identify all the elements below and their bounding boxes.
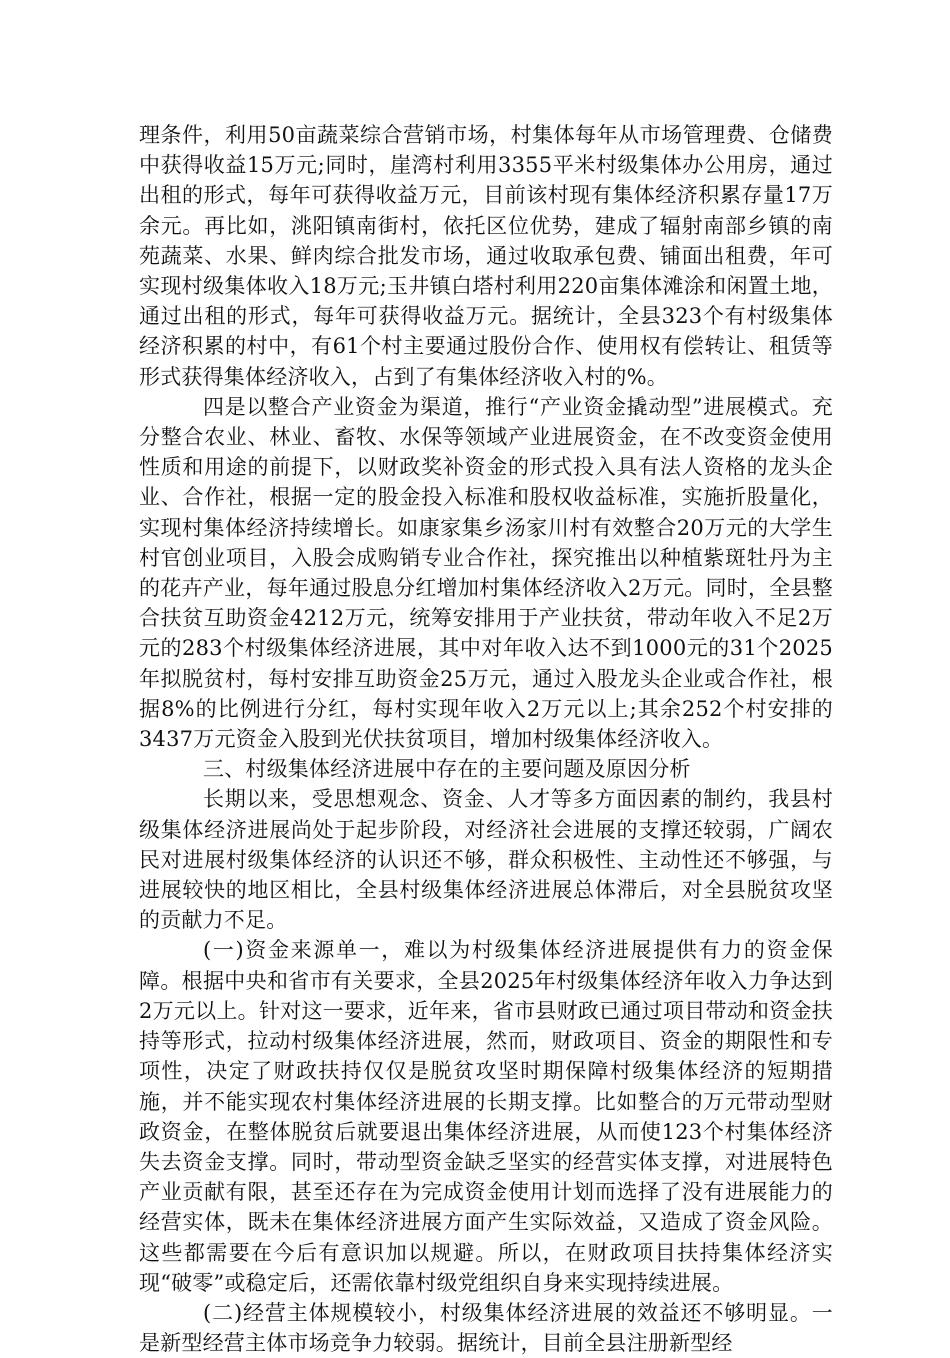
- document-body: [139, 120, 833, 1358]
- paragraph-3: 长期以来，受思想观念、资金、人才等多方面因素的制约，我县村级集体经济进展尚处于起步阶段，对经济社会进展的支撑还较弱，广阔农民对进展村级集体经济的认识还不够，群众积极性、主动性还不够强，与进展较快的地区相比，全县村级集体经济进展总体滞后，对全县脱贫攻坚的贡献力不足。: [139, 787, 833, 933]
- paragraph-5: (二)经营主体规模较小，村级集体经济进展的效益还不够明显。一是新型经营主体市场竞争力较弱。据统计，目前全县注册新型经: [139, 1300, 833, 1356]
- paragraph-1: 理条件，利用50亩蔬菜综合营销市场，村集体每年从市场管理费、仓储费中获得收益15万元;同时，崖湾村利用3355平米村级集体办公用房，通过出租的形式，每年可获得收益万元，目前该村现有集体经济积累存量17万余元。再比如，洮阳镇南街村，依托区位优势，建成了辐射南部乡镇的南苑蔬菜、水果、鲜肉综合批发市场，通过收取承包费、铺面出租费，年可实现村级集体收入18万元;玉井镇白塔村利用220亩集体滩涂和闲置土地，通过出租的形式，每年可获得收益万元。据统计，全县323个有村级集体经济积累的村中，有61个村主要通过股份合作、使用权有偿转让、租赁等形式获得集体经济收入，占到了有集体经济收入村的%。: [139, 123, 833, 389]
- section-heading: 三、村级集体经济进展中存在的主要问题及原因分析: [203, 757, 691, 782]
- paragraph-2: 四是以整合产业资金为渠道，推行“产业资金撬动型”进展模式。充分整合农业、林业、畜牧、水保等领域产业进展资金，在不改变资金使用性质和用途的前提下，以财政奖补资金的形式投入具有法人资格的龙头企业、合作社，根据一定的股金投入标准和股权收益标准，实施折股量化，实现村集体经济持续增长。如康家集乡汤家川村有效整合20万元的大学生村官创业项目，入股会成购销专业合作社，探究推出以种植紫斑牡丹为主的花卉产业，每年通过股息分红增加村集体经济收入2万元。同时，全县整合扶贫互助资金4212万元，统筹安排用于产业扶贫，带动年收入不足2万元的283个村级集体经济进展，其中对年收入达不到1000元的31个2025年拟脱贫村，每村安排互助资金25万元，通过入股龙头企业或合作社，根据8%的比例进行分红，每村实现年收入2万元以上;其余252个村安排的3437万元资金入股到光伏扶贫项目，增加村级集体经济收入。: [139, 394, 833, 752]
- paragraph-4: (一)资金来源单一，难以为村级集体经济进展提供有力的资金保障。根据中央和省市有关要求，全县2025年村级集体经济年收入力争达到2万元以上。针对这一要求，近年来，省市县财政已通过项目带动和资金扶持等形式，拉动村级集体经济进展，然而，财政项目、资金的期限性和专项性，决定了财政扶持仅仅是脱贫攻坚时期保障村级集体经济的短期措施，并不能实现农村集体经济进展的长期支撑。比如整合的万元带动型财政资金，在整体脱贫后就要退出集体经济进展，从而使123个村集体经济失去资金支撑。同时，带动型资金缺乏坚实的经营实体支撑，对进展特色产业贡献有限，甚至还存在为完成资金使用计划而选择了没有进展能力的经营实体，既未在集体经济进展方面产生实际效益，又造成了资金风险。这些都需要在今后有意识加以规避。所以，在财政项目扶持集体经济实现“破零”或稳定后，还需依靠村级党组织自身来实现持续进展。: [139, 938, 833, 1295]
